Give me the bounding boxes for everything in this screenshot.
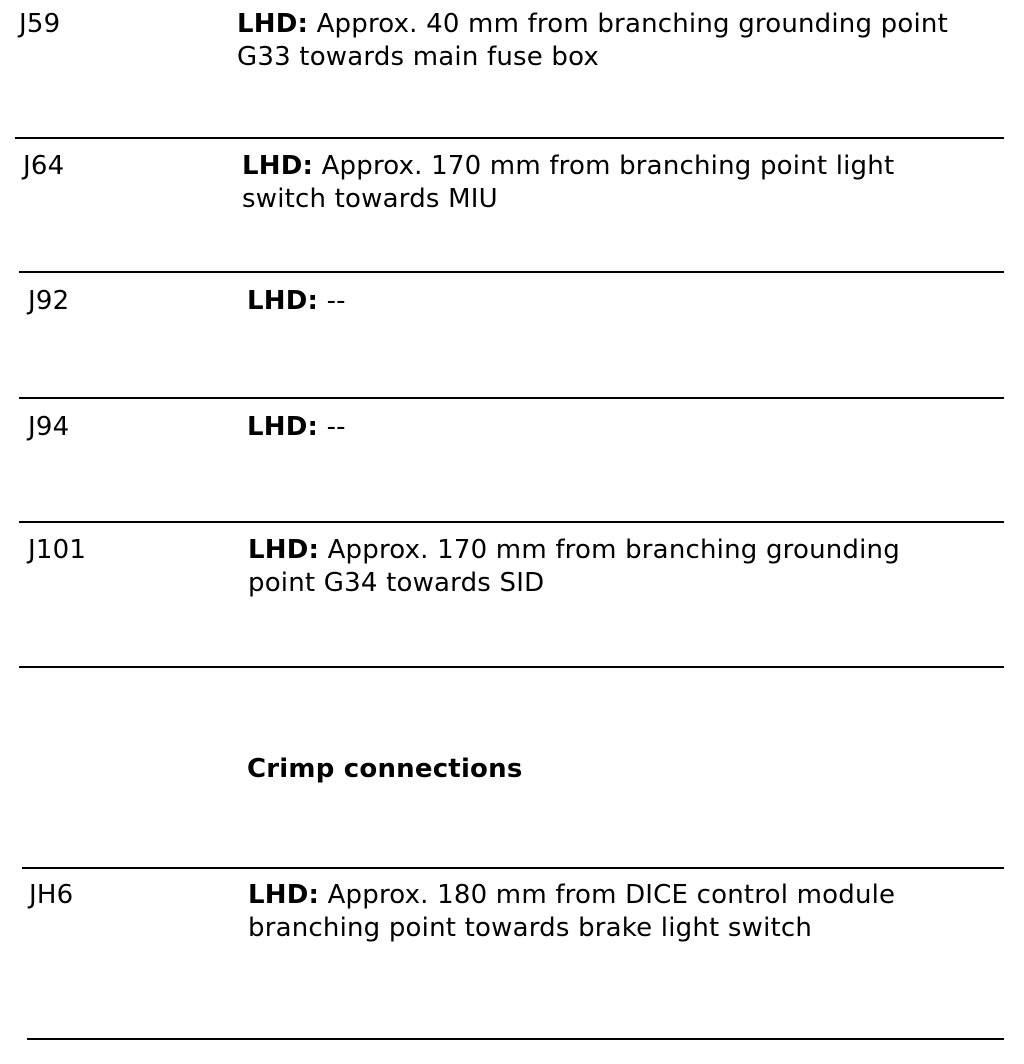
connector-id: J94 bbox=[28, 412, 70, 442]
connector-description bbox=[247, 411, 346, 444]
connector-id: JH6 bbox=[29, 880, 74, 910]
connector-id: J101 bbox=[28, 535, 87, 565]
lhd-label: LHD: bbox=[242, 151, 314, 181]
description-line-2: branching point towards brake light switch bbox=[248, 913, 813, 943]
lhd-label: LHD: bbox=[248, 880, 320, 910]
connector-description bbox=[242, 150, 894, 216]
row-divider bbox=[19, 666, 1004, 668]
description-line-1: -- bbox=[318, 412, 346, 442]
connector-id: J92 bbox=[28, 286, 70, 316]
description-line-2: switch towards MIU bbox=[242, 184, 498, 214]
description-line-1: Approx. 180 mm from DICE control module bbox=[319, 880, 896, 910]
description-line-1: Approx. 170 mm from branching point light bbox=[313, 151, 895, 181]
connector-description bbox=[237, 8, 948, 74]
connector-id: J59 bbox=[19, 9, 61, 39]
description-line-1: Approx. 40 mm from branching grounding point bbox=[308, 9, 948, 39]
description-line-2: point G34 towards SID bbox=[248, 568, 545, 598]
row-divider bbox=[27, 1038, 1004, 1040]
lhd-label: LHD: bbox=[247, 286, 319, 316]
row-divider bbox=[22, 867, 1004, 869]
description-line-1: -- bbox=[318, 286, 346, 316]
row-divider bbox=[19, 397, 1004, 399]
section-heading: Crimp connections bbox=[247, 754, 523, 784]
description-line-2: G33 towards main fuse box bbox=[237, 42, 600, 72]
row-divider bbox=[19, 271, 1004, 273]
connector-description bbox=[248, 879, 895, 945]
row-divider bbox=[15, 137, 1004, 139]
description-line-1: Approx. 170 mm from branching grounding bbox=[319, 535, 900, 565]
lhd-label: LHD: bbox=[248, 535, 320, 565]
connector-description bbox=[248, 534, 900, 600]
connector-description bbox=[247, 285, 346, 318]
row-divider bbox=[19, 521, 1004, 523]
connector-id: J64 bbox=[23, 151, 65, 181]
lhd-label: LHD: bbox=[247, 412, 319, 442]
lhd-label: LHD: bbox=[237, 9, 309, 39]
